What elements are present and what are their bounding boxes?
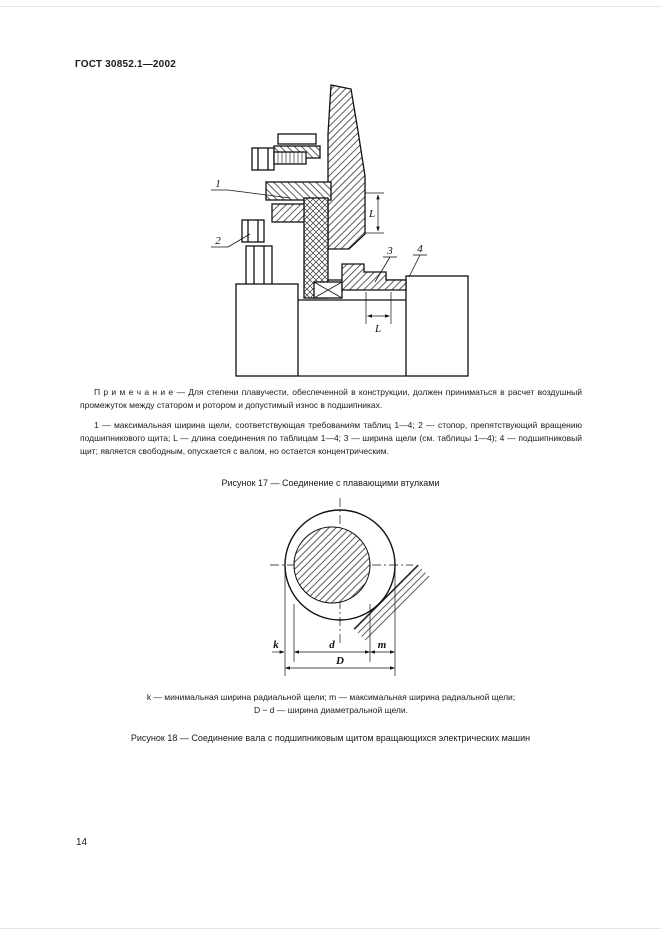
clamp-plate-upper — [266, 182, 331, 200]
figure-18-legend-line-1: k — минимальная ширина радиальной щели; m — максимальная ширина радиальной щели; — [146, 692, 516, 702]
dimension-k-label: k — [273, 639, 279, 651]
shaft-circle — [294, 527, 370, 603]
callout-4-label: 4 — [417, 243, 423, 255]
figure-18-drawing — [248, 492, 448, 692]
scan-artifact-bottom-line — [0, 928, 661, 929]
figure-17-drawing — [178, 76, 488, 386]
dimension-L-horizontal-label: L — [374, 323, 382, 335]
dimension-d-label: d — [329, 639, 335, 651]
figure-18-legend — [80, 691, 582, 717]
dimension-m-label: m — [377, 639, 387, 651]
figure-18-svg — [248, 492, 448, 692]
figure-17-caption: Рисунок 17 — Соединение с плавающими втулками — [221, 478, 440, 488]
document-header: ГОСТ 30852.1—2002 — [75, 59, 176, 70]
stopper-bolt — [242, 220, 272, 286]
dimension-L-vertical-label: L — [368, 208, 376, 220]
bearing — [314, 282, 342, 298]
callout-1-label: 1 — [215, 178, 221, 190]
figure-18-legend-line-2: D − d — ширина диаметральной щели. — [253, 705, 408, 715]
figure-17-svg — [178, 76, 488, 386]
callout-2-label: 2 — [215, 235, 221, 247]
shaft-block-right — [406, 276, 468, 376]
note-paragraph: П р и м е ч а н и е — Для степени плавучести, обеспеченной в конструкции, должен приниматься в расчет воздушный промежуток между статором и ротором и допустимый износ в подшипниках. — [80, 387, 582, 410]
figure-17-legend: 1 — максимальная ширина щели, соответствующая требованиям таблиц 1—4; 2 — стопор, препятствующий вращению подшипникового щита; L — длина соединения по таблицам 1—4; 3 — ширина щели (см. таблицы 1—4); 4 — подшипниковый щит; является свободным, опускается с валом, но остается концентрическим. — [80, 420, 582, 456]
shaft-block-left — [236, 284, 298, 376]
figure-18-caption: Рисунок 18 — Соединение вала с подшипниковым щитом вращающихся электрических машин — [130, 733, 531, 743]
callout-3-label: 3 — [387, 245, 393, 257]
figure-17-bodies — [236, 85, 468, 376]
stepped-gland — [342, 264, 406, 290]
page-number: 14 — [76, 837, 88, 848]
scan-artifact-top-line — [0, 6, 661, 7]
dimension-D-label: D — [336, 655, 344, 667]
washer-stack — [278, 134, 316, 144]
